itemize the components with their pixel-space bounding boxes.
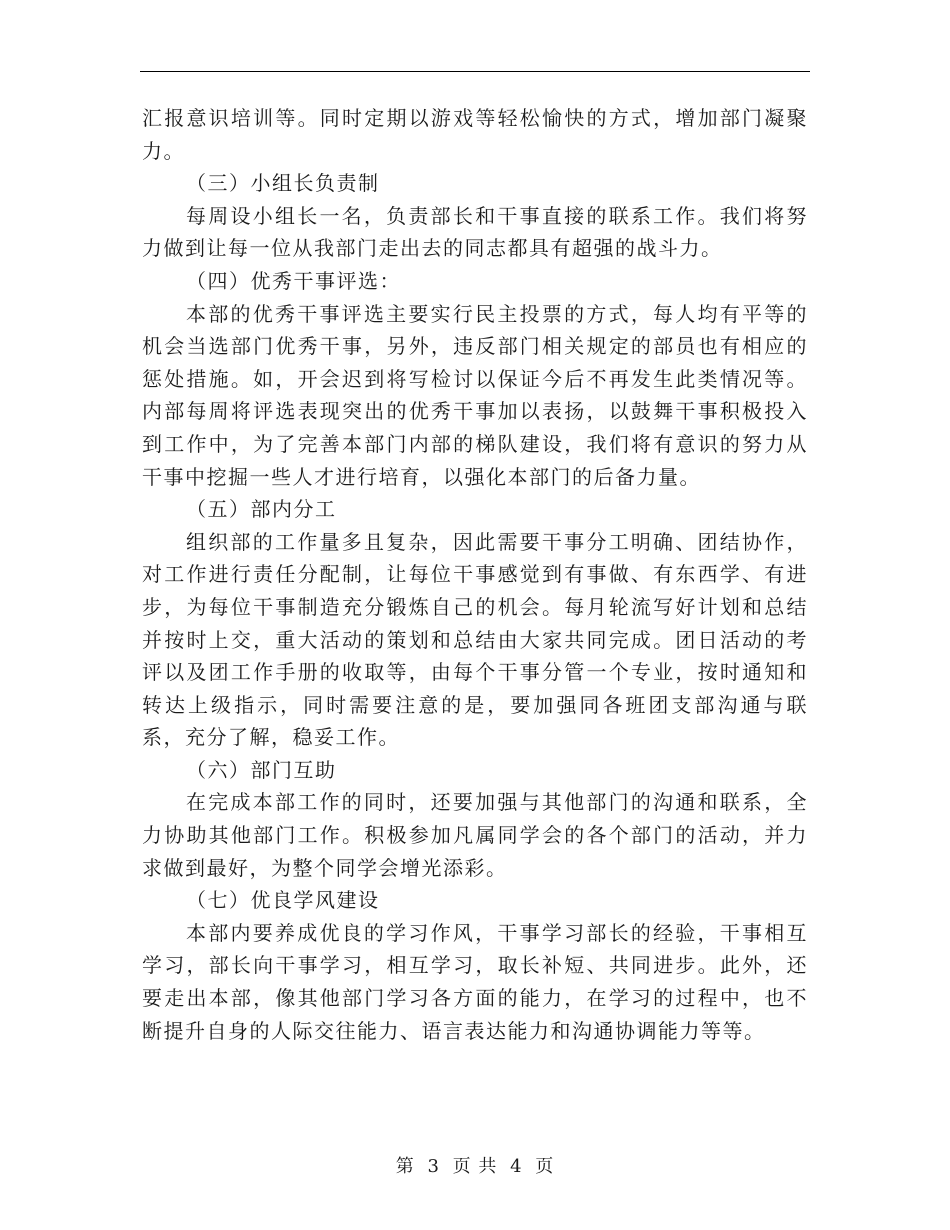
footer-prefix: 第: [395, 1156, 415, 1177]
section-heading-4: （四）优秀干事评选：: [186, 268, 401, 293]
paragraph-mutual-help: 在完成本部工作的同时，还要加强与其他部门的沟通和联系，全力协助其他部门工作。积极参加凡属同学会的各个部门的活动，并力求做到最好，为整个同学会增光添彩。: [142, 790, 808, 880]
section-heading-6: （六）部门互助: [186, 757, 337, 782]
footer-page-number: 3: [427, 1156, 440, 1177]
paragraph-team-leader: 每周设小组长一名，负责部长和干事直接的联系工作。我们将努力做到让每一位从我部门走出去的同志都具有超强的战斗力。: [142, 203, 808, 261]
footer-suffix: 页: [535, 1156, 555, 1177]
footer-middle: 页 共: [452, 1156, 498, 1177]
body-text: [142, 102, 808, 1047]
paragraph-continued: 汇报意识培训等。同时定期以游戏等轻松愉快的方式，增加部门凝聚力。: [142, 106, 808, 163]
header-rule: [140, 71, 810, 72]
section-heading-7: （七）优良学风建设: [186, 888, 380, 913]
footer-total-pages: 4: [510, 1156, 523, 1177]
page-footer: [0, 1152, 950, 1178]
section-heading-3: （三）小组长负责制: [186, 171, 380, 196]
paragraph-study-style: 本部内要养成优良的学习作风，干事学习部长的经验，干事相互学习，部长向干事学习，相互学习，取长补短、共同进步。此外，还要走出本部，像其他部门学习各方面的能力，在学习的过程中，也不断提升自身的人际交往能力、语言表达能力和沟通协调能力等等。: [142, 920, 808, 1043]
paragraph-division: 组织部的工作量多且复杂，因此需要干事分工明确、团结协作，对工作进行责任分配制，让每位干事感觉到有事做、有东西学、有进步，为每位干事制造充分锻炼自己的机会。每月轮流写好计划和总结并按时上交，重大活动的策划和总结由大家共同完成。团日活动的考评以及团工作手册的收取等，由每个干事分管一个专业，按时通知和转达上级指示，同时需要注意的是，要加强同各班团支部沟通与联系，充分了解，稳妥工作。: [142, 529, 808, 750]
paragraph-selection: 本部的优秀干事评选主要实行民主投票的方式，每人均有平等的机会当选部门优秀干事，另外，违反部门相关规定的部员也有相应的惩处措施。如，开会迟到将写检讨以保证今后不再发生此类情况等。内部每周将评选表现突出的优秀干事加以表扬，以鼓舞干事积极投入到工作中，为了完善本部门内部的梯队建设，我们将有意识的努力从干事中挖掘一些人才进行培育，以强化本部门的后备力量。: [142, 301, 808, 489]
section-heading-5: （五）部内分工: [186, 497, 337, 522]
